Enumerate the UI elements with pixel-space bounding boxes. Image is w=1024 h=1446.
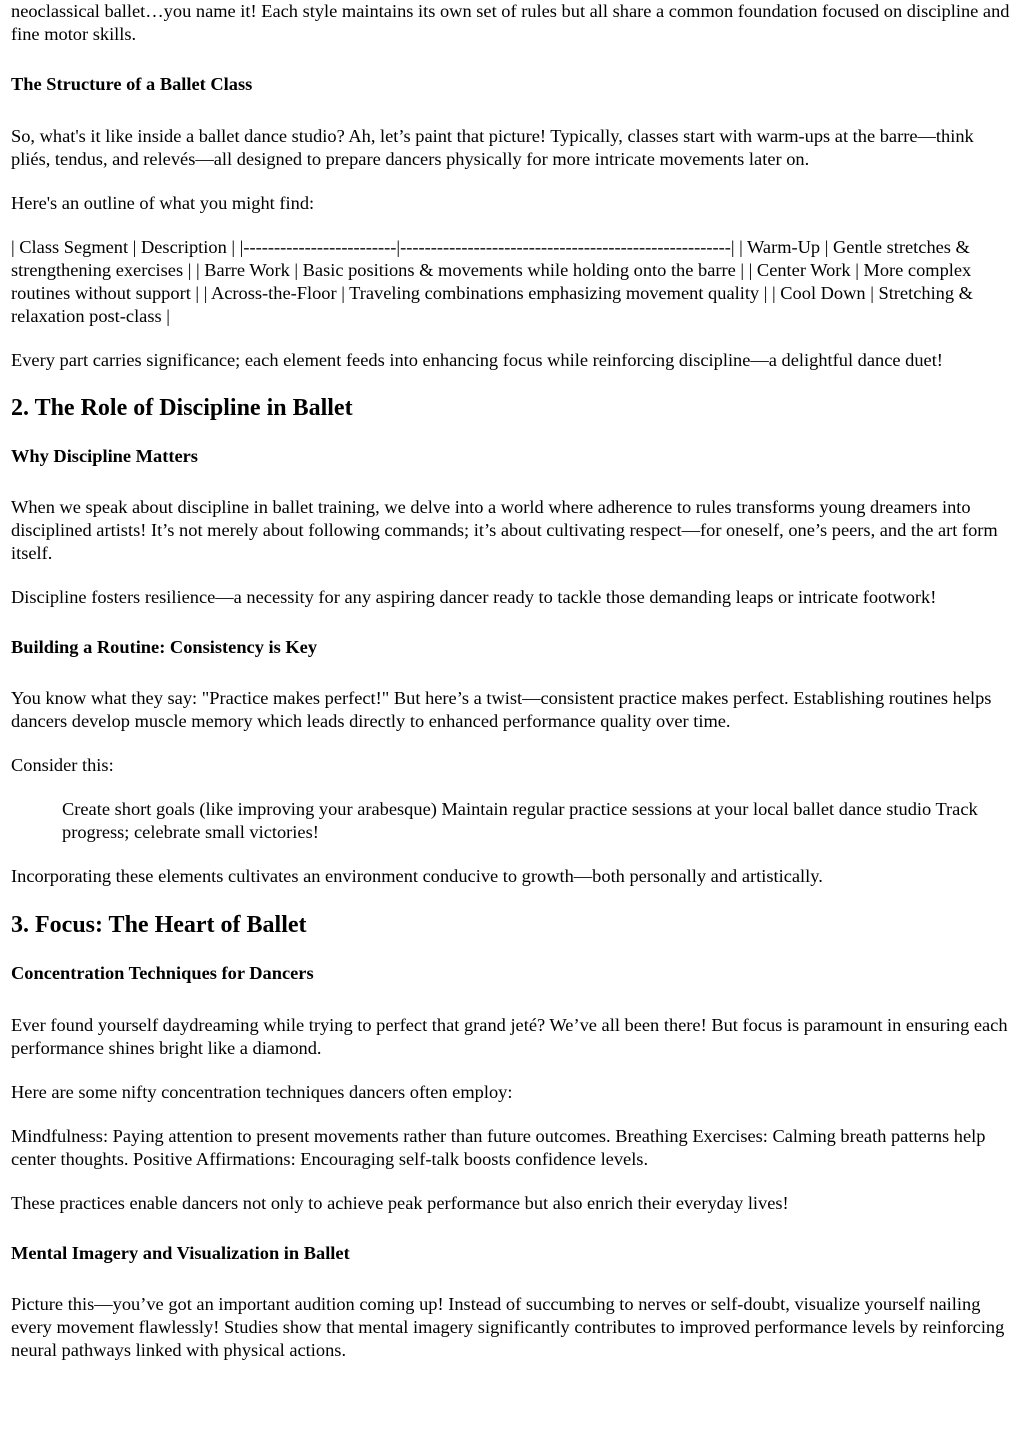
routine-paragraph-2: Consider this:	[11, 755, 114, 775]
article-body	[11, 0, 1014, 1362]
routine-heading: Building a Routine: Consistency is Key	[11, 637, 318, 657]
concentration-paragraph-1: Ever found yourself daydreaming while trying to perfect that grand jeté? We’ve all been there! But focus is paramount in ensuring each performance shines bright like a diamond.	[11, 1015, 1008, 1058]
routine-goals-quote: Create short goals (like improving your arabesque) Maintain regular practice sessions at your local ballet dance studio Track progress; celebrate small victories!	[62, 799, 978, 842]
routine-paragraph-3: Incorporating these elements cultivates an environment conducive to growth—both personally and artistically.	[11, 866, 823, 886]
why-discipline-paragraph-1: When we speak about discipline in ballet training, we delve into a world where adherence to rules transforms young dreamers into disciplined artists! It’s not merely about following commands; it’s about cultivating respect—for oneself, one’s peers, and the art form itself.	[11, 497, 998, 563]
imagery-heading: Mental Imagery and Visualization in Ballet	[11, 1243, 350, 1263]
why-discipline-heading: Why Discipline Matters	[11, 446, 198, 466]
concentration-paragraph-2: Here are some nifty concentration techniques dancers often employ:	[11, 1082, 513, 1102]
structure-heading: The Structure of a Ballet Class	[11, 74, 253, 94]
structure-paragraph-2: Here's an outline of what you might find:	[11, 193, 315, 213]
section-2-heading: 2. The Role of Discipline in Ballet	[11, 395, 353, 421]
concentration-paragraph-3: Mindfulness: Paying attention to present movements rather than future outcomes. Breathing Exercises: Calming breath patterns help center thoughts. Positive Affirmations: Encouraging self-talk boosts confidence levels.	[11, 1126, 986, 1169]
intro-tail-paragraph: neoclassical ballet…you name it! Each style maintains its own set of rules but all share a common foundation focused on discipline and fine motor skills.	[11, 1, 1010, 44]
concentration-paragraph-4: These practices enable dancers not only to achieve peak performance but also enrich their everyday lives!	[11, 1193, 789, 1213]
why-discipline-paragraph-2: Discipline fosters resilience—a necessity for any aspiring dancer ready to tackle those demanding leaps or intricate footwork!	[11, 587, 937, 607]
structure-paragraph-3: Every part carries significance; each element feeds into enhancing focus while reinforcing discipline—a delightful dance duet!	[11, 350, 943, 370]
concentration-heading: Concentration Techniques for Dancers	[11, 963, 314, 983]
section-3-heading: 3. Focus: The Heart of Ballet	[11, 912, 307, 938]
imagery-paragraph-1: Picture this—you’ve got an important audition coming up! Instead of succumbing to nerves or self-doubt, visualize yourself nailing every movement flawlessly! Studies show that mental imagery significantly contributes to improved performance levels by reinforcing neural pathways linked with physical actions.	[11, 1294, 1005, 1360]
structure-paragraph-1: So, what's it like inside a ballet dance studio? Ah, let’s paint that picture! Typically, classes start with warm-ups at the barre—think pliés, tendus, and relevés—all designed to prepare dancers physically for more intricate movements later on.	[11, 126, 974, 169]
routine-paragraph-1: You know what they say: "Practice makes perfect!" But here’s a twist—consistent practice makes perfect. Establishing routines helps dancers develop muscle memory which leads directly to enhanced performance quality over time.	[11, 688, 992, 731]
class-structure-table-text: | Class Segment | Description | |-------------------------|------------------------------------------------------| | Warm-Up | Gentle stretches & strengthening exercises | | Barre Work | Basic positions & movements while holding onto the barre | | Center Work | More complex routines without support | | Across-the-Floor | Traveling combinations emphasizing movement quality | | Cool Down | Stretching & relaxation post-class |	[11, 237, 973, 326]
